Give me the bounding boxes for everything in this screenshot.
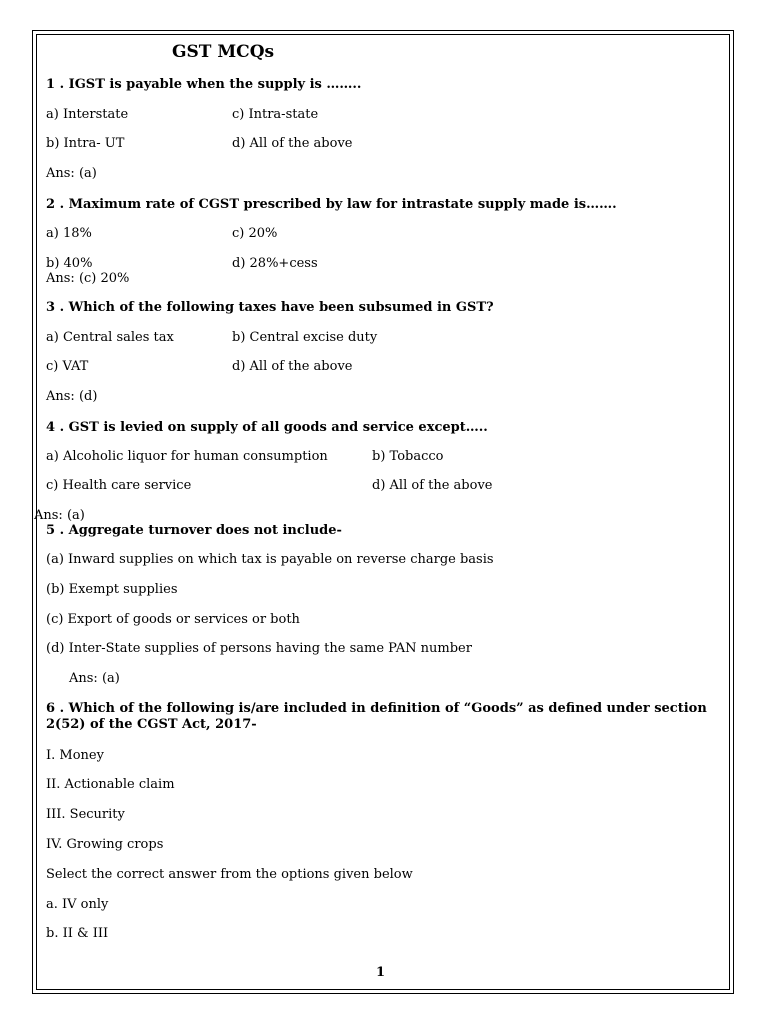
page-number: 1 [376, 965, 386, 980]
q1-answer: Ans: (a) [46, 166, 97, 181]
q2-option-c: c) 20% [232, 226, 278, 241]
q4-option-c: c) Health care service [46, 478, 192, 493]
q3-option-d: d) All of the above [232, 359, 353, 374]
q3-option-c: c) VAT [46, 359, 89, 374]
q1-option-a: a) Interstate [46, 107, 129, 122]
question-5: 5 . Aggregate turnover does not include- [46, 523, 342, 538]
q4-answer: Ans: (a) [34, 508, 85, 523]
question-2: 2 . Maximum rate of CGST prescribed by law for intrastate supply made is……. [46, 197, 617, 212]
q2-option-d: d) 28%+cess [232, 256, 318, 271]
q6-option-b: b. II & III [46, 926, 109, 941]
q5-option-b: (b) Exempt supplies [46, 582, 178, 597]
q6-item-2: II. Actionable claim [46, 777, 175, 792]
question-4: 4 . GST is levied on supply of all goods and service except….. [46, 420, 488, 435]
q3-option-b: b) Central excise duty [232, 330, 378, 345]
q1-option-c: c) Intra-state [232, 107, 319, 122]
question-3: 3 . Which of the following taxes have been subsumed in GST? [46, 300, 494, 315]
q1-option-d: d) All of the above [232, 136, 353, 151]
q4-option-b: b) Tobacco [372, 449, 444, 464]
q1-option-b: b) Intra- UT [46, 136, 125, 151]
q5-option-d: (d) Inter-State supplies of persons having the same PAN number [46, 641, 472, 656]
q2-option-a: a) 18% [46, 226, 92, 241]
q4-option-d: d) All of the above [372, 478, 493, 493]
q5-option-c: (c) Export of goods or services or both [46, 612, 300, 627]
q5-option-a: (a) Inward supplies on which tax is payable on reverse charge basis [46, 552, 494, 567]
page-title: GST MCQs [172, 42, 275, 62]
q2-answer: Ans: (c) 20% [46, 271, 130, 286]
q3-option-a: a) Central sales tax [46, 330, 174, 345]
q5-answer: Ans: (a) [69, 671, 120, 686]
q6-instruction: Select the correct answer from the options given below [46, 867, 413, 882]
question-6: 6 . Which of the following is/are included in definition of “Goods” as defined under section 2(52) of the CGST Act, 2017- [46, 701, 707, 732]
q6-item-4: IV. Growing crops [46, 837, 164, 852]
q2-option-b: b) 40% [46, 256, 93, 271]
q3-answer: Ans: (d) [46, 389, 98, 404]
question-1: 1 . IGST is payable when the supply is …….. [46, 77, 362, 92]
q6-item-3: III. Security [46, 807, 125, 822]
q6-option-a: a. IV only [46, 897, 109, 912]
q6-item-1: I. Money [46, 748, 104, 763]
q4-option-a: a) Alcoholic liquor for human consumption [46, 449, 328, 464]
